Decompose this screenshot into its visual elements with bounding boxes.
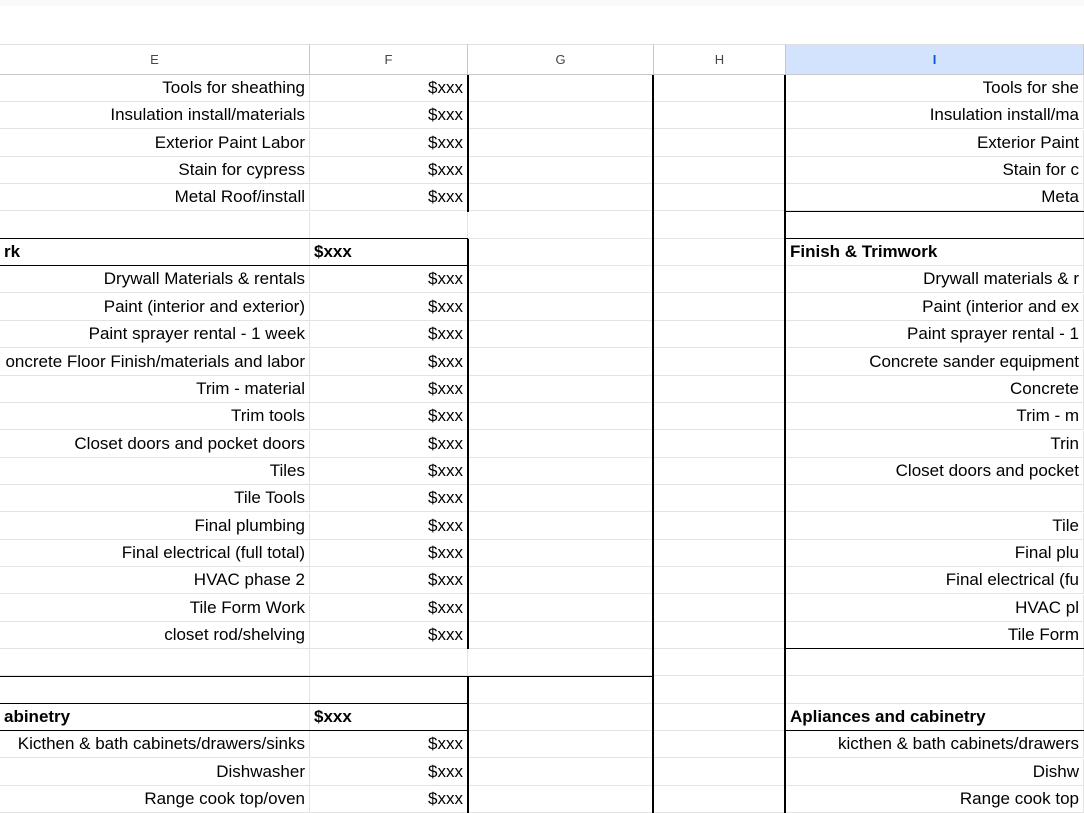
table-row [0,622,1084,649]
border-line [786,238,1084,239]
cell-e[interactable]: Stain for cypress [0,157,310,184]
cell-f[interactable]: $xxx [310,431,468,458]
cell-i[interactable]: Dishw [786,759,1084,786]
border-line [467,75,469,212]
cell-e[interactable]: Drywall Materials & rentals [0,266,310,293]
cell-h[interactable] [654,266,786,293]
cell-g[interactable] [468,431,654,458]
cell-g[interactable] [468,102,654,129]
cell-e[interactable]: Tile Tools [0,485,310,512]
cell-f[interactable]: $xxx [310,731,468,758]
cell-f[interactable]: $xxx [310,458,468,485]
cell-e[interactable] [0,649,310,676]
border-line [786,730,1084,731]
toolbar-strip [0,0,1084,6]
table-row [0,595,1084,622]
column-header-i[interactable]: I [786,44,1084,75]
column-header-e[interactable]: E [0,44,310,75]
cell-i[interactable]: Closet doors and pocket [786,458,1084,485]
cell-h[interactable] [654,786,786,813]
cell-e[interactable]: Trim tools [0,403,310,430]
cell-e[interactable]: Closet doors and pocket doors [0,431,310,458]
cell-i[interactable]: Paint sprayer rental - 1 [786,321,1084,348]
cell-i[interactable]: Paint (interior and ex [786,294,1084,321]
cell-e[interactable]: Kicthen & bath cabinets/drawers/sinks [0,731,310,758]
cell-g[interactable] [468,294,654,321]
table-row [0,294,1084,321]
cell-g[interactable] [468,540,654,567]
cell-g[interactable] [468,75,654,102]
cell-i[interactable]: Trin [786,431,1084,458]
table-row [0,184,1084,211]
cell-f[interactable]: $xxx [310,349,468,376]
cell-h[interactable] [654,431,786,458]
border-line [786,648,1084,649]
cell-e[interactable] [0,212,310,239]
cell-f[interactable]: $xxx [310,622,468,649]
cell-e[interactable]: abinetry [0,704,310,731]
cell-e[interactable]: Metal Roof/install [0,184,310,211]
border-line [467,239,469,649]
cell-i[interactable]: Concrete [786,376,1084,403]
cell-i[interactable]: kicthen & bath cabinets/drawers [786,731,1084,758]
table-row [0,513,1084,540]
cell-g[interactable] [468,403,654,430]
cell-g[interactable] [468,130,654,157]
cell-i[interactable]: HVAC pl [786,595,1084,622]
cell-i[interactable] [786,212,1084,239]
column-header-f[interactable]: F [310,44,468,75]
cell-h[interactable] [654,130,786,157]
border-line [784,75,786,813]
cell-i[interactable]: Drywall materials & r [786,266,1084,293]
border-line [467,677,469,813]
table-row [0,403,1084,430]
cell-f[interactable]: $xxx [310,540,468,567]
cell-f[interactable]: $xxx [310,130,468,157]
cell-f[interactable]: $xxx [310,759,468,786]
table-row [0,75,1084,102]
table-row [0,376,1084,403]
cell-e[interactable]: Final electrical (full total) [0,540,310,567]
cell-f[interactable]: $xxx [310,786,468,813]
column-header-g[interactable]: G [468,44,654,75]
cell-h[interactable] [654,102,786,129]
toolbar-area [0,0,1084,44]
cell-e[interactable]: Exterior Paint Labor [0,130,310,157]
table-row [0,157,1084,184]
cell-h[interactable] [654,731,786,758]
cell-f[interactable] [310,649,468,676]
cell-f[interactable]: $xxx [310,595,468,622]
cell-e[interactable]: Range cook top/oven [0,786,310,813]
cell-i[interactable]: Tile Form [786,622,1084,649]
cell-i[interactable]: Insulation install/ma [786,102,1084,129]
border-line [0,676,654,677]
table-row [0,349,1084,376]
cell-h[interactable] [654,321,786,348]
cell-e[interactable]: rk [0,239,310,266]
cell-g[interactable] [468,704,654,731]
cell-h[interactable] [654,349,786,376]
cell-i[interactable]: Apliances and cabinetry [786,704,1084,731]
cell-i[interactable] [786,677,1084,704]
cell-i[interactable]: Trim - m [786,403,1084,430]
column-header-h[interactable]: H [654,44,786,75]
cell-g[interactable] [468,184,654,211]
cell-i[interactable] [786,485,1084,512]
cell-i[interactable]: Tools for she [786,75,1084,102]
table-row [0,130,1084,157]
cell-h[interactable] [654,622,786,649]
cell-e[interactable]: Dishwasher [0,759,310,786]
column-header-row [0,44,1084,75]
cell-h[interactable] [654,485,786,512]
cell-g[interactable] [468,321,654,348]
cell-e[interactable]: Tiles [0,458,310,485]
cell-f[interactable] [310,212,468,239]
cell-g[interactable] [468,786,654,813]
cell-h[interactable] [654,403,786,430]
cell-f[interactable]: $xxx [310,513,468,540]
cell-f[interactable]: $xxx [310,75,468,102]
cell-h[interactable] [654,294,786,321]
cell-h[interactable] [654,704,786,731]
cell-f[interactable]: $xxx [310,294,468,321]
cell-i[interactable]: Tile [786,513,1084,540]
border-line [786,211,1084,212]
cell-h[interactable] [654,212,786,239]
cell-h[interactable] [654,567,786,594]
table-row [0,458,1084,485]
cell-i[interactable]: Final electrical (fu [786,567,1084,594]
cell-i[interactable]: Stain for c [786,157,1084,184]
table-row [0,485,1084,512]
cell-i[interactable]: Finish & Trimwork [786,239,1084,266]
cell-e[interactable]: oncrete Floor Finish/materials and labor [0,349,310,376]
cell-h[interactable] [654,595,786,622]
cell-h[interactable] [654,540,786,567]
cell-f[interactable]: $xxx [310,102,468,129]
spreadsheet-grid[interactable] [0,44,1084,813]
cell-e[interactable]: Paint (interior and exterior) [0,294,310,321]
cell-h[interactable] [654,458,786,485]
cell-g[interactable] [468,485,654,512]
cell-g[interactable] [468,567,654,594]
cell-i[interactable]: Meta [786,184,1084,211]
table-row [0,102,1084,129]
table-row [0,649,1084,676]
border-line [652,75,654,813]
cell-e[interactable]: HVAC phase 2 [0,567,310,594]
cell-h[interactable] [654,239,786,266]
cell-f[interactable]: $xxx [310,239,468,266]
table-row [0,567,1084,594]
cell-g[interactable] [468,266,654,293]
border-line [0,703,468,704]
cell-i[interactable]: Concrete sander equipment [786,349,1084,376]
cell-g[interactable] [468,677,654,704]
cell-g[interactable] [468,759,654,786]
cell-g[interactable] [468,239,654,266]
table-row [0,266,1084,293]
table-row [0,431,1084,458]
cell-i[interactable] [786,649,1084,676]
cell-f[interactable]: $xxx [310,376,468,403]
cell-g[interactable] [468,649,654,676]
cell-e[interactable]: Tile Form Work [0,595,310,622]
table-row [0,321,1084,348]
cell-i[interactable]: Range cook top [786,786,1084,813]
table-row [0,786,1084,813]
cell-g[interactable] [468,458,654,485]
cell-f[interactable]: $xxx [310,485,468,512]
table-row [0,212,1084,239]
table-row [0,540,1084,567]
cell-h[interactable] [654,75,786,102]
cell-h[interactable] [654,677,786,704]
cell-g[interactable] [468,212,654,239]
cell-g[interactable] [468,513,654,540]
cell-f[interactable]: $xxx [310,704,468,731]
table-row [0,731,1084,758]
cell-g[interactable] [468,349,654,376]
table-row [0,759,1084,786]
cell-e[interactable]: Tools for sheathing [0,75,310,102]
cell-h[interactable] [654,184,786,211]
table-row [0,704,1084,731]
table-row [0,677,1084,704]
cell-f[interactable]: $xxx [310,403,468,430]
cell-e[interactable]: Insulation install/materials [0,102,310,129]
cell-h[interactable] [654,376,786,403]
cell-f[interactable]: $xxx [310,157,468,184]
cell-f[interactable]: $xxx [310,567,468,594]
cell-i[interactable]: Exterior Paint [786,130,1084,157]
cell-h[interactable] [654,649,786,676]
cell-g[interactable] [468,376,654,403]
cell-g[interactable] [468,595,654,622]
cell-e[interactable]: Final plumbing [0,513,310,540]
border-line [0,238,468,239]
cell-f[interactable]: $xxx [310,266,468,293]
cell-f[interactable] [310,677,468,704]
cell-g[interactable] [468,157,654,184]
cell-g[interactable] [468,731,654,758]
border-line [0,265,468,266]
cell-h[interactable] [654,759,786,786]
cell-h[interactable] [654,157,786,184]
border-line [0,730,468,731]
cell-e[interactable]: Paint sprayer rental - 1 week [0,321,310,348]
cell-e[interactable]: Trim - material [0,376,310,403]
cell-e[interactable]: closet rod/shelving [0,622,310,649]
cell-i[interactable]: Final plu [786,540,1084,567]
cell-h[interactable] [654,513,786,540]
cell-g[interactable] [468,622,654,649]
cell-f[interactable]: $xxx [310,184,468,211]
cell-f[interactable]: $xxx [310,321,468,348]
table-row [0,239,1084,266]
cell-e[interactable] [0,677,310,704]
